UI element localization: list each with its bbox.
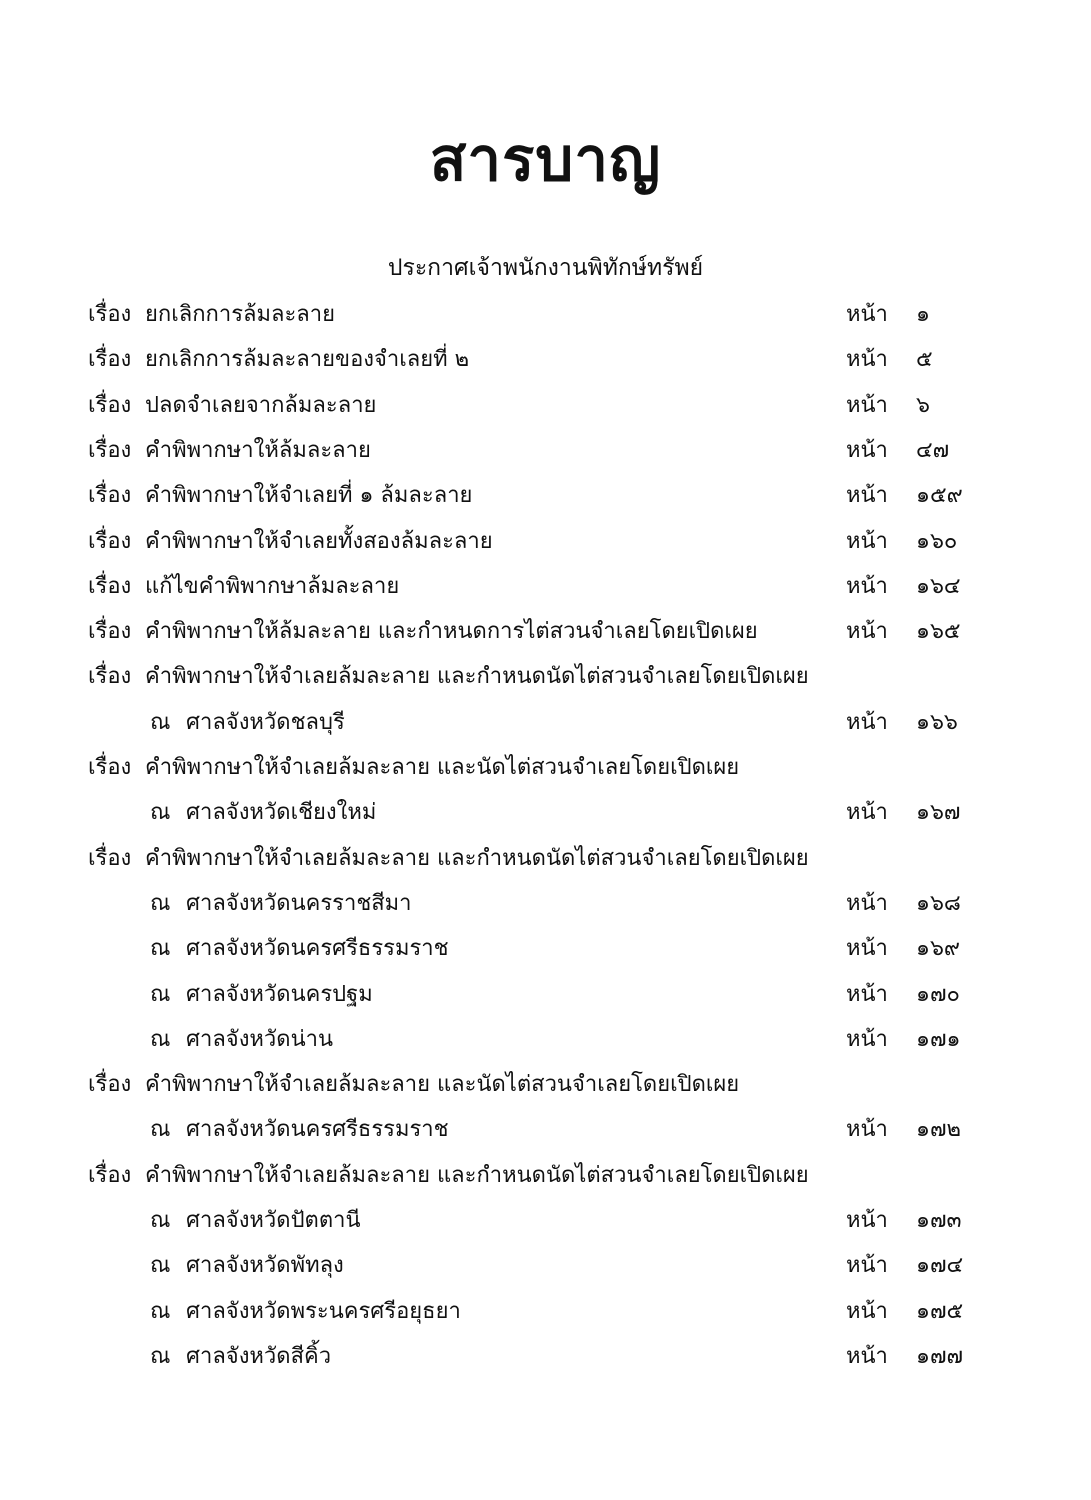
page-word: หน้า <box>846 936 888 962</box>
toc-entry <box>0 749 1091 789</box>
entry-location-mark: ณ <box>150 1208 171 1233</box>
page-number: ๑๕๙ <box>916 483 963 509</box>
entry-label: เรื่อง <box>88 755 132 780</box>
page-number: ๑๖๖ <box>916 709 958 735</box>
entry-location-mark: ณ <box>150 890 171 916</box>
toc-sub-entry <box>0 930 1091 970</box>
toc-entry <box>0 387 1091 427</box>
toc-sub-entry <box>0 1293 1091 1333</box>
entry-location-mark: ณ <box>150 1117 171 1143</box>
entry-label: เรื่อง <box>88 573 132 599</box>
page-word: หน้า <box>846 1117 888 1143</box>
toc-sub-entry <box>0 1021 1091 1061</box>
entry-court: ศาลจังหวัดชลบุรี <box>186 709 345 735</box>
page-word: หน้า <box>846 1343 888 1369</box>
page-word: หน้า <box>846 1298 888 1324</box>
entry-label: เรื่อง <box>88 1162 132 1188</box>
toc-entry <box>0 568 1091 608</box>
toc-sub-entry <box>0 794 1091 834</box>
toc-sub-entry <box>0 1338 1091 1378</box>
entry-title: คำพิพากษาให้จำเลยล้มละลาย และกำหนดนัดไต่สวนจำเลยโดยเปิดเผย <box>145 845 809 871</box>
toc-entry <box>0 1157 1091 1197</box>
page-word: หน้า <box>846 302 888 327</box>
entry-label: เรื่อง <box>88 347 132 373</box>
entry-label: เรื่อง <box>88 845 132 871</box>
page-number: ๑๖๙ <box>916 936 961 962</box>
page-number: ๑๖๕ <box>916 619 961 645</box>
entry-title: คำพิพากษาให้จำเลยทั้งสองล้มละลาย <box>145 528 493 554</box>
page-number: ๑๖๔ <box>916 573 961 599</box>
page-word: หน้า <box>846 528 888 554</box>
entry-court: ศาลจังหวัดนครศรีธรรมราช <box>186 936 449 962</box>
entry-title: คำพิพากษาให้จำเลยล้มละลาย และนัดไต่สวนจำเลยโดยเปิดเผย <box>145 755 740 780</box>
page-number: ๑๗๓ <box>916 1208 962 1233</box>
entry-label: เรื่อง <box>88 528 132 554</box>
entry-title: แก้ไขคำพิพากษาล้มละลาย <box>145 573 400 599</box>
page-word: หน้า <box>846 1253 888 1279</box>
page-word: หน้า <box>846 573 888 599</box>
entry-court: ศาลจังหวัดพระนครศรีอยุธยา <box>186 1298 461 1324</box>
entry-label: เรื่อง <box>88 302 132 327</box>
page-word: หน้า <box>846 392 888 418</box>
entry-location-mark: ณ <box>150 800 171 826</box>
entry-location-mark: ณ <box>150 1026 171 1052</box>
entry-location-mark: ณ <box>150 981 171 1007</box>
entry-title: คำพิพากษาให้จำเลยล้มละลาย และกำหนดนัดไต่สวนจำเลยโดยเปิดเผย <box>145 1162 809 1188</box>
page-word: หน้า <box>846 981 888 1007</box>
page-title: สารบาญ <box>429 125 662 195</box>
entry-label: เรื่อง <box>88 437 132 463</box>
page-number: ๑๖๗ <box>916 800 961 826</box>
entry-title: ปลดจำเลยจากล้มละลาย <box>145 392 377 418</box>
page-word: หน้า <box>846 437 888 463</box>
toc-entry <box>0 296 1091 336</box>
entry-location-mark: ณ <box>150 1343 171 1369</box>
toc-sub-entry <box>0 885 1091 925</box>
entry-location-mark: ณ <box>150 709 171 735</box>
toc-sub-entry <box>0 976 1091 1016</box>
entry-title: คำพิพากษาให้ล้มละลาย และกำหนดการไต่สวนจำเลยโดยเปิดเผย <box>145 619 758 645</box>
page-number: ๑๗๗ <box>916 1343 964 1369</box>
page-word: หน้า <box>846 347 888 373</box>
entry-title: คำพิพากษาให้จำเลยล้มละลาย และกำหนดนัดไต่สวนจำเลยโดยเปิดเผย <box>145 664 809 690</box>
entry-court: ศาลจังหวัดน่าน <box>186 1026 334 1052</box>
entry-court: ศาลจังหวัดนครปฐม <box>186 981 373 1007</box>
toc-sub-entry <box>0 1247 1091 1287</box>
page-number: ๔๗ <box>916 437 950 463</box>
toc-entry <box>0 477 1091 517</box>
entry-location-mark: ณ <box>150 936 171 962</box>
entry-title: คำพิพากษาให้จำเลยที่ ๑ ล้มละลาย <box>145 483 473 509</box>
entry-location-mark: ณ <box>150 1298 171 1324</box>
entry-court: ศาลจังหวัดนครศรีธรรมราช <box>186 1117 449 1143</box>
toc-entry <box>0 523 1091 563</box>
page-number: ๑๗๔ <box>916 1253 964 1279</box>
page-number: ๑๖๘ <box>916 890 961 916</box>
toc-entry <box>0 613 1091 653</box>
entry-title: คำพิพากษาให้จำเลยล้มละลาย และนัดไต่สวนจำเลยโดยเปิดเผย <box>145 1072 740 1098</box>
entry-court: ศาลจังหวัดปัตตานี <box>186 1208 361 1233</box>
page-word: หน้า <box>846 1026 888 1052</box>
toc-entry <box>0 658 1091 698</box>
page-number: ๑๗๕ <box>916 1298 964 1324</box>
toc-sub-entry <box>0 1202 1091 1242</box>
toc-entry <box>0 341 1091 381</box>
page-word: หน้า <box>846 483 888 509</box>
entry-court: ศาลจังหวัดนครราชสีมา <box>186 890 412 916</box>
entry-title: ยกเลิกการล้มละลายของจำเลยที่ ๒ <box>145 347 470 373</box>
toc-entry <box>0 840 1091 880</box>
entry-title: ยกเลิกการล้มละลาย <box>145 302 336 327</box>
section-heading: ประกาศเจ้าพนักงานพิทักษ์ทรัพย์ <box>387 255 704 281</box>
page-number: ๑๗๐ <box>916 981 960 1007</box>
toc-entry <box>0 1066 1091 1106</box>
toc-entry <box>0 432 1091 472</box>
entry-court: ศาลจังหวัดสีคิ้ว <box>186 1343 332 1369</box>
entry-label: เรื่อง <box>88 1072 132 1098</box>
entry-label: เรื่อง <box>88 392 132 418</box>
page-number: ๑๖๐ <box>916 528 958 554</box>
page-word: หน้า <box>846 1208 888 1233</box>
page-number: ๑๗๒ <box>916 1117 962 1143</box>
page-word: หน้า <box>846 890 888 916</box>
page-number: ๖ <box>916 392 930 418</box>
entry-title: คำพิพากษาให้ล้มละลาย <box>145 437 371 463</box>
entry-label: เรื่อง <box>88 483 132 509</box>
entry-location-mark: ณ <box>150 1253 171 1279</box>
entry-court: ศาลจังหวัดเชียงใหม่ <box>186 800 377 826</box>
entry-label: เรื่อง <box>88 664 132 690</box>
toc-sub-entry <box>0 704 1091 744</box>
page-number: ๑๗๑ <box>916 1026 961 1052</box>
entry-label: เรื่อง <box>88 619 132 645</box>
page-word: หน้า <box>846 619 888 645</box>
page-word: หน้า <box>846 800 888 826</box>
page-number: ๑ <box>916 302 930 327</box>
page-word: หน้า <box>846 709 888 735</box>
toc-sub-entry <box>0 1111 1091 1151</box>
page-number: ๕ <box>916 347 933 373</box>
entry-court: ศาลจังหวัดพัทลุง <box>186 1253 344 1279</box>
